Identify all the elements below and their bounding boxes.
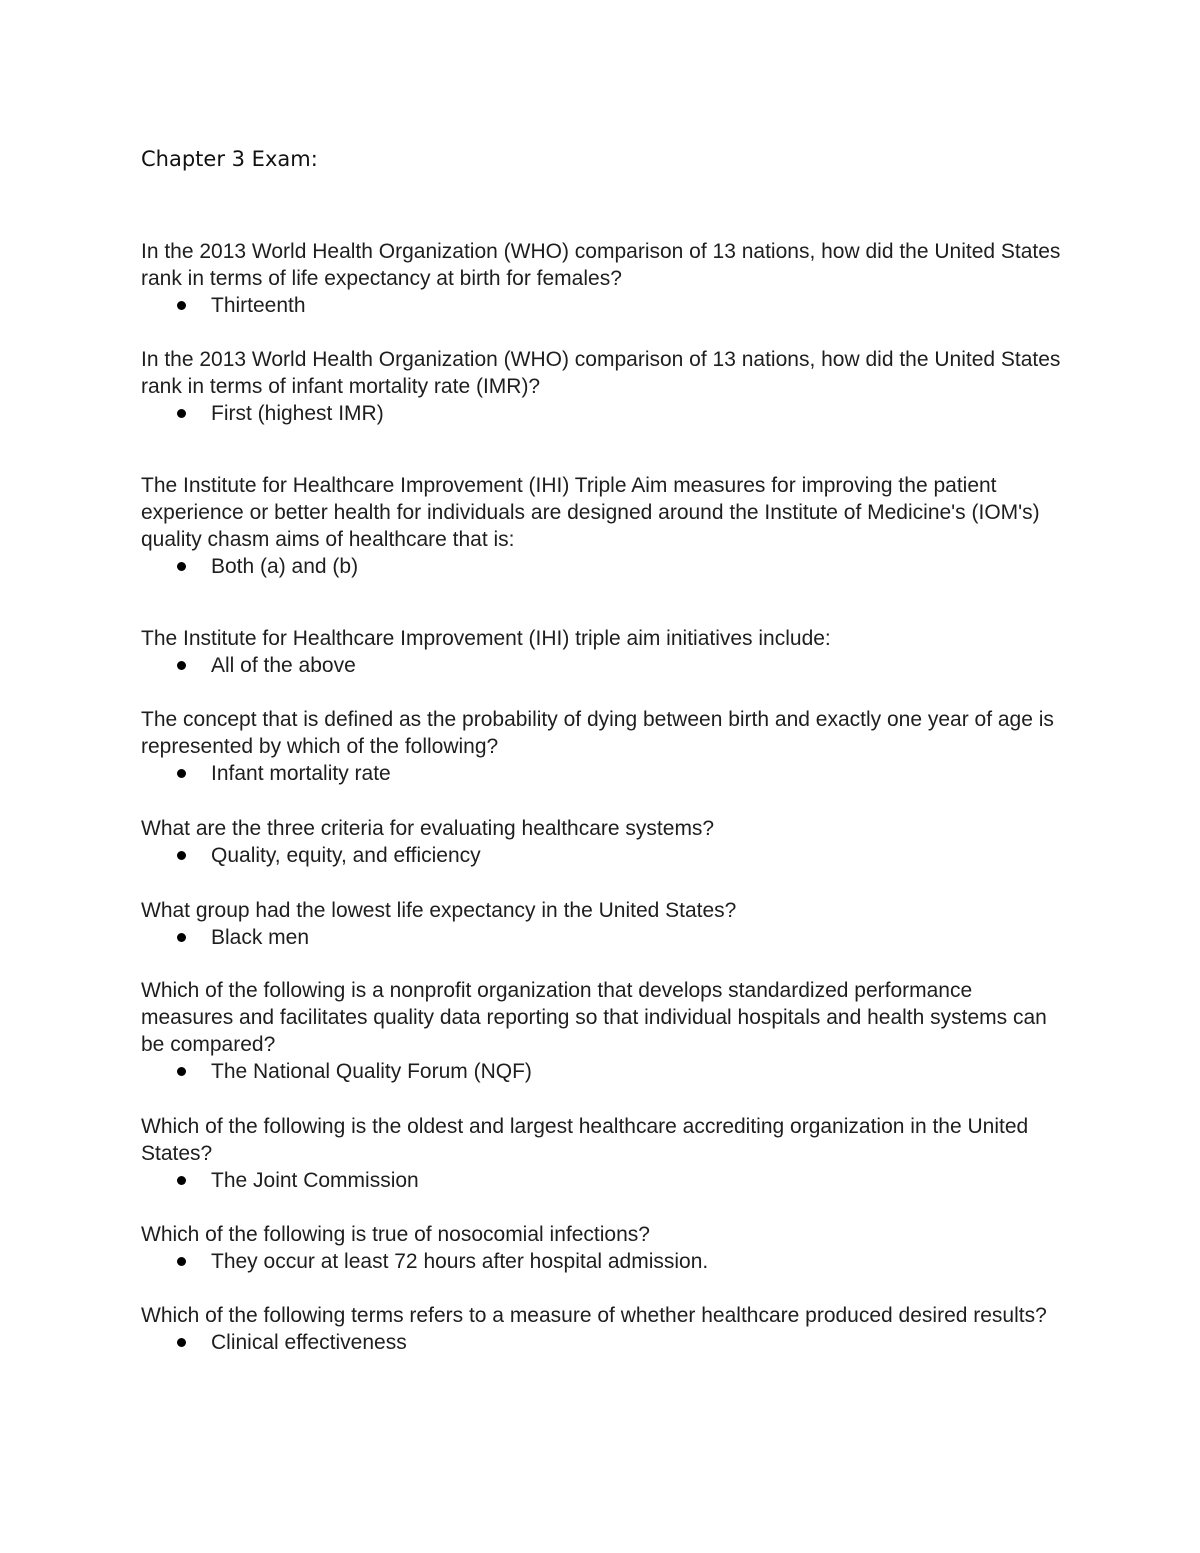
question-block <box>141 238 1061 319</box>
bullet-icon <box>177 301 186 310</box>
bullet-icon <box>177 933 186 942</box>
question-text: The concept that is defined as the probability of dying between birth and exactly one year of age is represented by which of the following? <box>141 708 1054 758</box>
answer-text: Quality, equity, and efficiency <box>211 844 481 867</box>
question-text: Which of the following is true of nosocomial infections? <box>141 1223 650 1246</box>
document-title: Chapter 3 Exam: <box>141 147 318 171</box>
bullet-icon <box>177 851 186 860</box>
question-block <box>141 1221 1061 1275</box>
bullet-icon <box>177 409 186 418</box>
bullet-icon <box>177 661 186 670</box>
question-text: What are the three criteria for evaluating healthcare systems? <box>141 817 715 840</box>
answer-item <box>141 292 1061 319</box>
question-text: The Institute for Healthcare Improvement (IHI) triple aim initiatives include: <box>141 627 831 650</box>
answer-text: Black men <box>211 926 310 949</box>
question-block <box>141 472 1061 580</box>
answer-text: Clinical effectiveness <box>211 1331 407 1354</box>
answer-text: Infant mortality rate <box>211 762 391 785</box>
answer-item <box>141 760 1061 787</box>
question-block <box>141 1113 1061 1194</box>
answer-item <box>141 842 1061 869</box>
answer-text: The Joint Commission <box>211 1169 419 1192</box>
question-text: The Institute for Healthcare Improvement (IHI) Triple Aim measures for improving the patient experience or better health for individuals are designed around the Institute of Medicine's (IOM's) quality chasm aims of healthcare that is: <box>141 474 1040 551</box>
answer-list <box>141 760 1061 787</box>
question-text: In the 2013 World Health Organization (WHO) comparison of 13 nations, how did the United States rank in terms of infant mortality rate (IMR)? <box>141 348 1061 398</box>
answer-list <box>141 652 1061 679</box>
question-block <box>141 346 1061 427</box>
answer-text: They occur at least 72 hours after hospital admission. <box>211 1250 709 1273</box>
answer-text: The National Quality Forum (NQF) <box>211 1060 532 1083</box>
answer-text: Both (a) and (b) <box>211 555 359 578</box>
answer-list <box>141 1248 1061 1275</box>
bullet-icon <box>177 1067 186 1076</box>
answer-item <box>141 400 1061 427</box>
question-block <box>141 897 1061 951</box>
question-text: Which of the following is the oldest and largest healthcare accrediting organization in the United States? <box>141 1115 1029 1165</box>
bullet-icon <box>177 1257 186 1266</box>
answer-item <box>141 1329 1061 1356</box>
answer-list <box>141 1058 1061 1085</box>
question-block <box>141 977 1061 1085</box>
answer-list <box>141 292 1061 319</box>
answer-item <box>141 924 1061 951</box>
answer-text: Thirteenth <box>211 294 306 317</box>
answer-list <box>141 400 1061 427</box>
answer-list <box>141 1167 1061 1194</box>
answer-item <box>141 1248 1061 1275</box>
answer-list <box>141 924 1061 951</box>
question-block <box>141 815 1061 869</box>
answer-item <box>141 1167 1061 1194</box>
bullet-icon <box>177 1176 186 1185</box>
question-block <box>141 706 1061 787</box>
question-text: Which of the following terms refers to a measure of whether healthcare produced desired results? <box>141 1304 1047 1327</box>
question-text: What group had the lowest life expectancy in the United States? <box>141 899 737 922</box>
answer-item <box>141 553 1061 580</box>
answer-list <box>141 553 1061 580</box>
question-block <box>141 1302 1061 1356</box>
bullet-icon <box>177 769 186 778</box>
question-text: Which of the following is a nonprofit organization that develops standardized performance measures and facilitates quality data reporting so that individual hospitals and health systems can be compared? <box>141 979 1047 1056</box>
answer-list <box>141 842 1061 869</box>
answer-text: All of the above <box>211 654 356 677</box>
answer-list <box>141 1329 1061 1356</box>
answer-text: First (highest IMR) <box>211 402 384 425</box>
bullet-icon <box>177 1338 186 1347</box>
bullet-icon <box>177 562 186 571</box>
answer-item <box>141 1058 1061 1085</box>
question-text: In the 2013 World Health Organization (WHO) comparison of 13 nations, how did the United States rank in terms of life expectancy at birth for females? <box>141 240 1061 290</box>
answer-item <box>141 652 1061 679</box>
question-block <box>141 625 1061 679</box>
